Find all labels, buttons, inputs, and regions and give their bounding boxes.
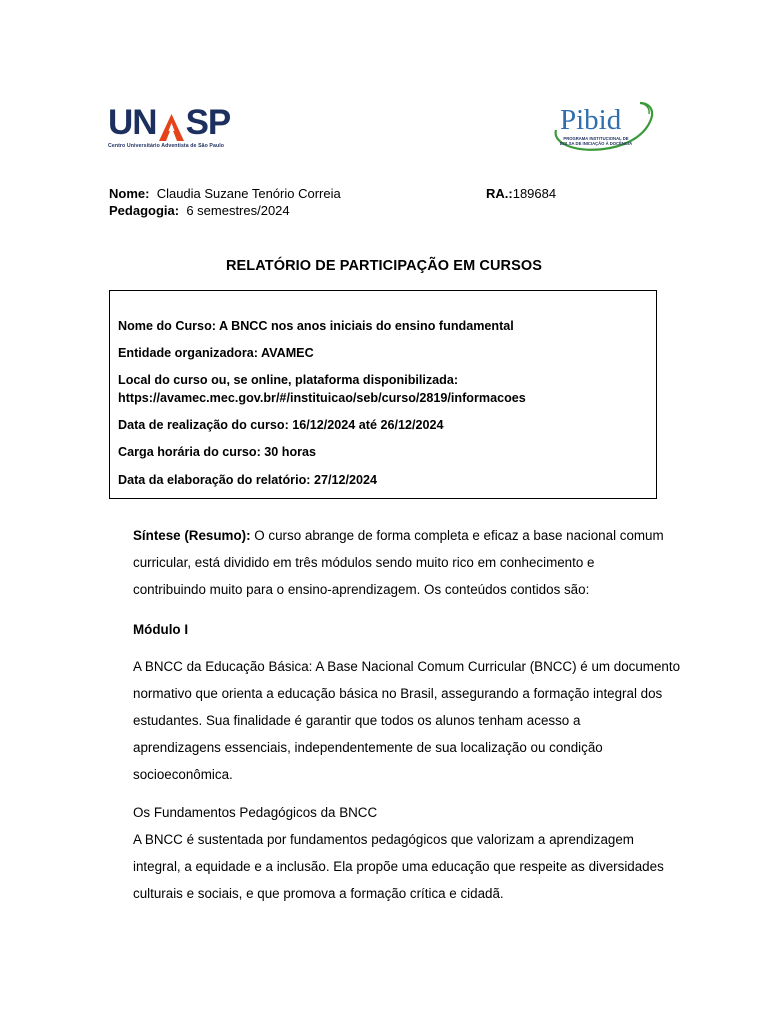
unasp-subtitle: Centro Universitário Adventista de São Paulo bbox=[108, 143, 225, 149]
report-date: Data da elaboração do relatório: 27/12/2024 bbox=[118, 473, 377, 487]
pibid-tagline-2: BOLSA DE INICIAÇÃO À DOCÊNCIA bbox=[559, 141, 633, 146]
synthesis-label: Síntese (Resumo): bbox=[133, 528, 251, 543]
course-dates: Data de realização do curso: 16/12/2024 até 26/12/2024 bbox=[118, 418, 444, 432]
module-title: Módulo I bbox=[133, 622, 189, 637]
synthesis-line-1 bbox=[133, 522, 733, 549]
course-info-box bbox=[109, 290, 657, 499]
pibid-tagline bbox=[556, 136, 636, 146]
synthesis-paragraph bbox=[133, 522, 733, 603]
unasp-wordmark bbox=[108, 103, 231, 142]
module-p2-line-2: integral, a equidade e a inclusão. Ela propõe uma educação que respeite as diversidades bbox=[133, 859, 664, 874]
synthesis-line-3: contribuindo muito para o ensino-aprendizagem. Os conteúdos contidos são: bbox=[133, 582, 590, 597]
module-paragraph-1 bbox=[133, 653, 733, 788]
name-value: Claudia Suzane Tenório Correia bbox=[156, 186, 341, 201]
name-label: Nome: bbox=[109, 186, 150, 201]
module-p1-line-1: A BNCC da Educação Básica: A Base Nacional Comum Curricular (BNCC) é um documento bbox=[133, 659, 681, 674]
unasp-word-left: UN bbox=[108, 103, 157, 142]
course-label: Pedagogia: bbox=[109, 203, 180, 218]
module-subheading: Os Fundamentos Pedagógicos da BNCC bbox=[133, 805, 378, 820]
unasp-logo bbox=[108, 103, 231, 154]
student-ra bbox=[486, 185, 556, 202]
course-name: Nome do Curso: A BNCC nos anos iniciais do ensino fundamental bbox=[118, 319, 514, 333]
pibid-logo bbox=[548, 100, 656, 156]
organizing-entity: Entidade organizadora: AVAMEC bbox=[118, 346, 314, 360]
ra-label: RA.: bbox=[486, 186, 513, 201]
course-workload: Carga horária do curso: 30 horas bbox=[118, 445, 317, 459]
pibid-wordmark: Pibid bbox=[560, 104, 622, 136]
student-name bbox=[109, 185, 341, 202]
module-p1-line-2: normativo que orienta a educação básica no Brasil, assegurando a formação integral dos bbox=[133, 686, 663, 701]
synthesis-text-1: O curso abrange de forma completa e eficaz a base nacional comum bbox=[250, 528, 664, 543]
pibid-tagline-1: PROGRAMA INSTITUCIONAL DE bbox=[563, 136, 629, 141]
ra-value: 189684 bbox=[512, 186, 557, 201]
module-p1-line-5: socioeconômica. bbox=[133, 767, 233, 782]
module-p2-line-3: culturais e sociais, e que promova a formação crítica e cidadã. bbox=[133, 886, 504, 901]
module-heading bbox=[133, 616, 733, 643]
synthesis-line-2: curricular, está dividido em três módulos sendo muito rico em conhecimento e bbox=[133, 555, 595, 570]
course-url: https://avamec.mec.gov.br/#/instituicao/seb/curso/2819/informacoes bbox=[118, 391, 526, 405]
course-location-label: Local do curso ou, se online, plataforma disponibilizada: bbox=[118, 373, 459, 387]
course-value: 6 semestres/2024 bbox=[186, 203, 290, 218]
unasp-a-mark-icon bbox=[158, 112, 185, 142]
page-title: RELATÓRIO DE PARTICIPAÇÃO EM CURSOS bbox=[225, 258, 543, 274]
module-p2-line-1: A BNCC é sustentada por fundamentos pedagógicos que valorizam a aprendizagem bbox=[133, 832, 634, 847]
module-p1-line-3: estudantes. Sua finalidade é garantir que todos os alunos tenham acesso a bbox=[133, 713, 581, 728]
module-p1-line-4: aprendizagens essenciais, independentemente de sua localização ou condição bbox=[133, 740, 603, 755]
student-course bbox=[109, 202, 290, 219]
module-paragraph-2 bbox=[133, 826, 733, 907]
unasp-word-right: SP bbox=[185, 103, 231, 142]
